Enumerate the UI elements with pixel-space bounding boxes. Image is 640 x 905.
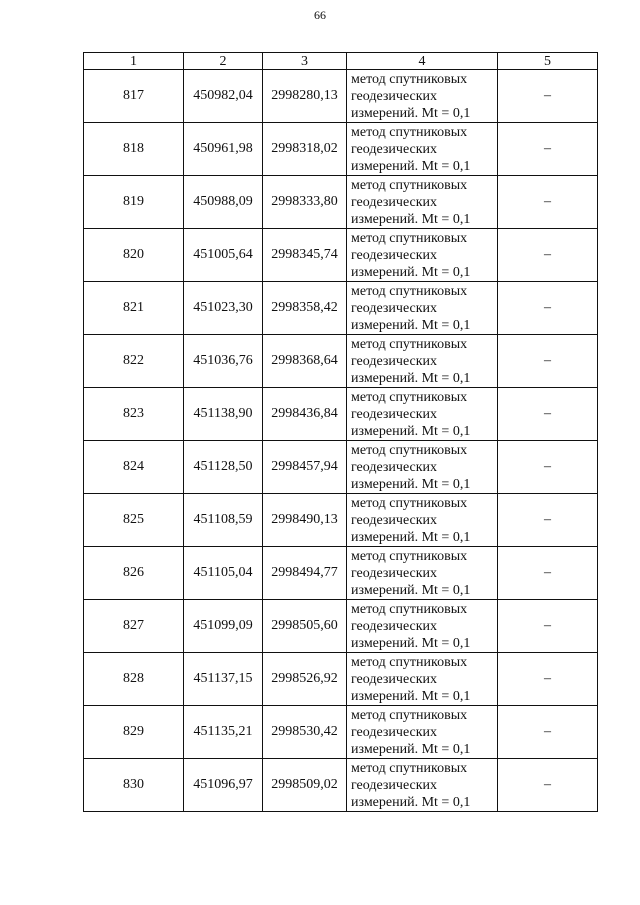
method-line: метод спутниковых [351, 283, 468, 299]
method-line: метод спутниковых [351, 230, 468, 246]
x-coordinate-cell: 451105,04 [184, 547, 263, 600]
method-cell [347, 494, 498, 547]
table-row [84, 176, 598, 229]
method-line: геодезических [351, 671, 438, 687]
method-line: геодезических [351, 88, 438, 104]
method-line: метод спутниковых [351, 71, 468, 87]
y-coordinate-cell: 2998505,60 [263, 600, 347, 653]
note-cell: – [498, 123, 598, 176]
y-coordinate-cell: 2998280,13 [263, 70, 347, 123]
x-coordinate-cell: 451036,76 [184, 335, 263, 388]
method-line: метод спутниковых [351, 442, 468, 458]
table-row [84, 547, 598, 600]
note-cell: – [498, 70, 598, 123]
method-line: метод спутниковых [351, 654, 468, 670]
method-line: измерений. Mt = 0,1 [351, 794, 471, 810]
method-line: геодезических [351, 724, 438, 740]
y-coordinate-cell: 2998318,02 [263, 123, 347, 176]
column-header: 5 [498, 53, 598, 70]
table-row [84, 600, 598, 653]
method-line: геодезических [351, 194, 438, 210]
y-coordinate-cell: 2998368,64 [263, 335, 347, 388]
x-coordinate-cell: 451023,30 [184, 282, 263, 335]
method-cell [347, 282, 498, 335]
table-row [84, 759, 598, 812]
table-row [84, 123, 598, 176]
method-cell [347, 441, 498, 494]
point-number-cell: 829 [84, 706, 184, 759]
point-number-cell: 821 [84, 282, 184, 335]
method-line: геодезических [351, 247, 438, 263]
coordinates-table [83, 52, 598, 812]
point-number-cell: 825 [84, 494, 184, 547]
method-line: геодезических [351, 459, 438, 475]
method-line: геодезических [351, 565, 438, 581]
table-body [84, 70, 598, 812]
y-coordinate-cell: 2998436,84 [263, 388, 347, 441]
column-header: 4 [347, 53, 498, 70]
y-coordinate-cell: 2998358,42 [263, 282, 347, 335]
point-number-cell: 828 [84, 653, 184, 706]
page-number: 66 [314, 8, 326, 22]
header-row [84, 53, 598, 70]
note-cell: – [498, 494, 598, 547]
method-line: метод спутниковых [351, 707, 468, 723]
column-header: 3 [263, 53, 347, 70]
note-cell: – [498, 176, 598, 229]
point-number-cell: 823 [84, 388, 184, 441]
note-cell: – [498, 335, 598, 388]
column-header: 2 [184, 53, 263, 70]
table-row [84, 335, 598, 388]
method-line: измерений. Mt = 0,1 [351, 476, 471, 492]
method-line: геодезических [351, 406, 438, 422]
note-cell: – [498, 388, 598, 441]
table-row [84, 229, 598, 282]
point-number-cell: 827 [84, 600, 184, 653]
table-row [84, 653, 598, 706]
method-line: измерений. Mt = 0,1 [351, 423, 471, 439]
method-line: геодезических [351, 777, 438, 793]
method-line: метод спутниковых [351, 389, 468, 405]
y-coordinate-cell: 2998494,77 [263, 547, 347, 600]
x-coordinate-cell: 451135,21 [184, 706, 263, 759]
method-line: измерений. Mt = 0,1 [351, 105, 471, 121]
point-number-cell: 830 [84, 759, 184, 812]
method-cell [347, 653, 498, 706]
x-coordinate-cell: 451128,50 [184, 441, 263, 494]
method-line: метод спутниковых [351, 124, 468, 140]
method-cell [347, 706, 498, 759]
y-coordinate-cell: 2998345,74 [263, 229, 347, 282]
table-header [84, 53, 598, 70]
method-line: геодезических [351, 618, 438, 634]
column-header: 1 [84, 53, 184, 70]
method-line: измерений. Mt = 0,1 [351, 582, 471, 598]
x-coordinate-cell: 450988,09 [184, 176, 263, 229]
method-line: метод спутниковых [351, 177, 468, 193]
note-cell: – [498, 653, 598, 706]
point-number-cell: 819 [84, 176, 184, 229]
method-line: метод спутниковых [351, 336, 468, 352]
x-coordinate-cell: 451005,64 [184, 229, 263, 282]
x-coordinate-cell: 451096,97 [184, 759, 263, 812]
x-coordinate-cell: 450982,04 [184, 70, 263, 123]
method-line: геодезических [351, 353, 438, 369]
point-number-cell: 824 [84, 441, 184, 494]
method-cell [347, 547, 498, 600]
method-cell [347, 388, 498, 441]
method-line: метод спутниковых [351, 548, 468, 564]
method-line: измерений. Mt = 0,1 [351, 158, 471, 174]
method-cell [347, 176, 498, 229]
x-coordinate-cell: 451108,59 [184, 494, 263, 547]
note-cell: – [498, 441, 598, 494]
method-line: метод спутниковых [351, 601, 468, 617]
method-cell [347, 229, 498, 282]
point-number-cell: 818 [84, 123, 184, 176]
y-coordinate-cell: 2998530,42 [263, 706, 347, 759]
method-line: измерений. Mt = 0,1 [351, 635, 471, 651]
method-line: геодезических [351, 141, 438, 157]
table-row [84, 441, 598, 494]
method-line: метод спутниковых [351, 760, 468, 776]
x-coordinate-cell: 450961,98 [184, 123, 263, 176]
note-cell: – [498, 600, 598, 653]
table-row [84, 282, 598, 335]
method-cell [347, 759, 498, 812]
method-line: геодезических [351, 300, 438, 316]
method-line: измерений. Mt = 0,1 [351, 688, 471, 704]
method-cell [347, 70, 498, 123]
y-coordinate-cell: 2998509,02 [263, 759, 347, 812]
method-line: измерений. Mt = 0,1 [351, 529, 471, 545]
point-number-cell: 820 [84, 229, 184, 282]
table-row [84, 70, 598, 123]
note-cell: – [498, 547, 598, 600]
method-line: метод спутниковых [351, 495, 468, 511]
y-coordinate-cell: 2998526,92 [263, 653, 347, 706]
point-number-cell: 817 [84, 70, 184, 123]
note-cell: – [498, 282, 598, 335]
y-coordinate-cell: 2998490,13 [263, 494, 347, 547]
method-line: измерений. Mt = 0,1 [351, 741, 471, 757]
method-cell [347, 600, 498, 653]
point-number-cell: 822 [84, 335, 184, 388]
method-cell [347, 335, 498, 388]
table-row [84, 706, 598, 759]
point-number-cell: 826 [84, 547, 184, 600]
note-cell: – [498, 759, 598, 812]
note-cell: – [498, 706, 598, 759]
table-row [84, 494, 598, 547]
table-row [84, 388, 598, 441]
x-coordinate-cell: 451099,09 [184, 600, 263, 653]
method-line: измерений. Mt = 0,1 [351, 264, 471, 280]
note-cell: – [498, 229, 598, 282]
method-cell [347, 123, 498, 176]
y-coordinate-cell: 2998333,80 [263, 176, 347, 229]
method-line: измерений. Mt = 0,1 [351, 317, 471, 333]
method-line: геодезических [351, 512, 438, 528]
x-coordinate-cell: 451137,15 [184, 653, 263, 706]
x-coordinate-cell: 451138,90 [184, 388, 263, 441]
method-line: измерений. Mt = 0,1 [351, 370, 471, 386]
y-coordinate-cell: 2998457,94 [263, 441, 347, 494]
method-line: измерений. Mt = 0,1 [351, 211, 471, 227]
